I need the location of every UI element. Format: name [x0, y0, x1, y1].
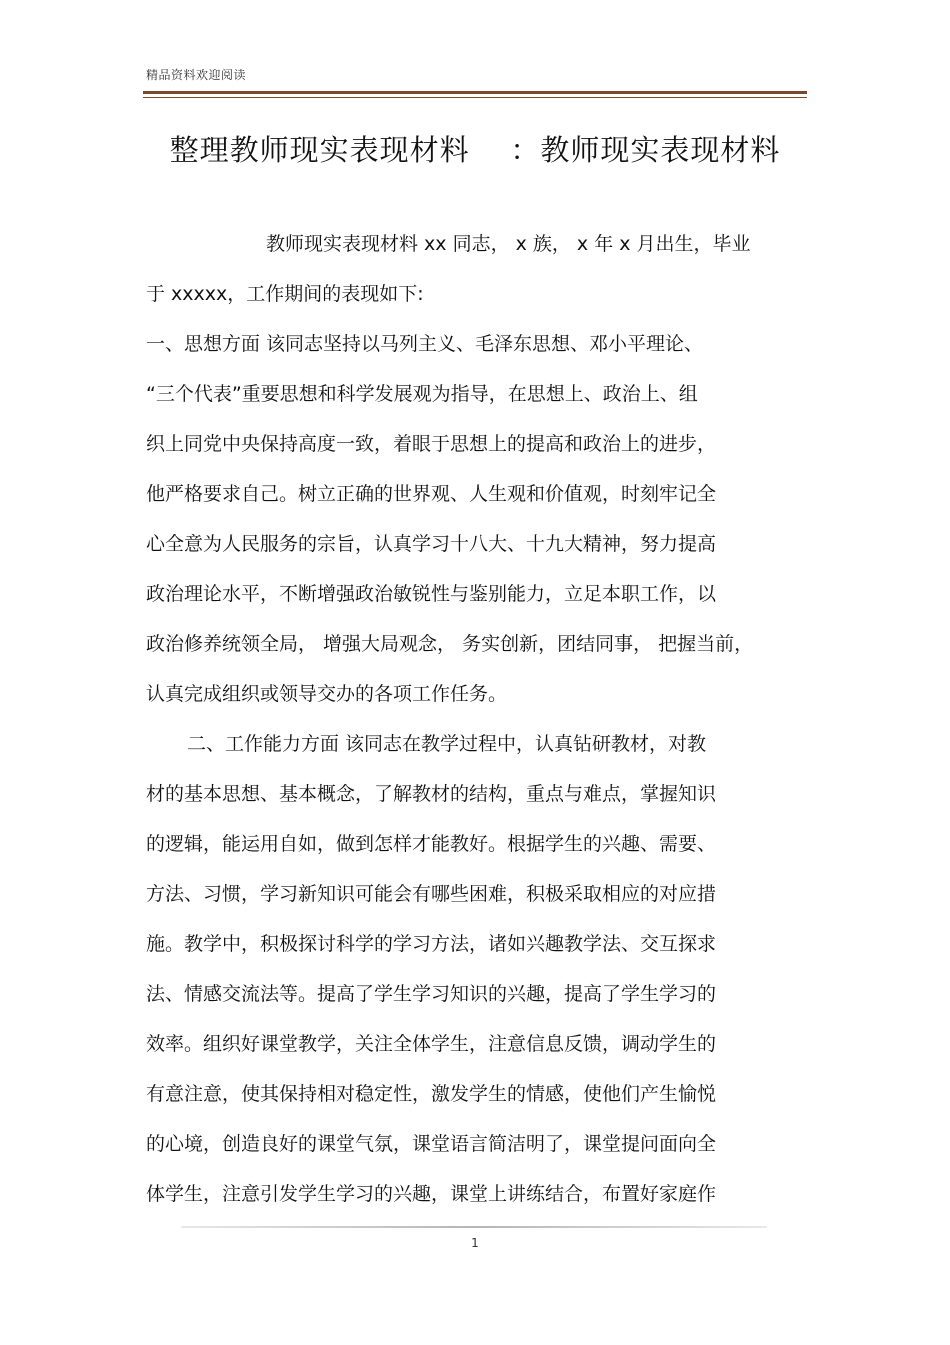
body-line-15: 施。教学中，积极探讨科学的学习方法，诸如兴趣教学法、交互探求 — [146, 933, 717, 955]
footer-rule — [181, 1226, 767, 1228]
body-line-1: 教师现实表现材料 xx 同志， x 族， x 年 x 月出生，毕业 — [266, 233, 751, 255]
body-line-19: 的心境，创造良好的课堂气氛，课堂语言简洁明了，课堂提问面向全 — [146, 1133, 717, 1155]
body-line-6: 他严格要求自己。树立正确的世界观、人生观和价值观，时刻牢记全 — [146, 483, 717, 505]
body-line-11: 二、工作能力方面 该同志在教学过程中，认真钻研教材，对教 — [187, 733, 707, 755]
header-rule-thin — [143, 97, 807, 98]
body-line-12: 材的基本思想、基本概念，了解教材的结构，重点与难点，掌握知识 — [146, 783, 717, 805]
body-line-5: 织上同党中央保持高度一致，着眼于思想上的提高和政治上的进步， — [146, 433, 717, 455]
body-line-17: 效率。组织好课堂教学，关注全体学生，注意信息反馈，调动学生的 — [146, 1033, 717, 1055]
body-line-9: 政治修养统领全局， 增强大局观念， 务实创新，团结同事， 把握当前， — [146, 633, 754, 655]
body-line-20: 体学生，注意引发学生学习的兴趣，课堂上讲练结合，布置好家庭作 — [146, 1183, 717, 1205]
body-line-14: 方法、习惯，学习新知识可能会有哪些困难，积极采取相应的对应措 — [146, 883, 717, 905]
page-number: 1 — [471, 1236, 479, 1250]
body-line-3: 一、思想方面 该同志坚持以马列主义、毛泽东思想、邓小平理论、 — [146, 333, 704, 355]
body-line-8: 政治理论水平，不断增强政治敏锐性与鉴别能力，立足本职工作，以 — [146, 583, 717, 605]
header-rule-thick — [143, 91, 807, 94]
body-line-13: 的逻辑，能运用自如，做到怎样才能教好。根据学生的兴趣、需要、 — [146, 833, 717, 855]
body-line-16: 法、情感交流法等。提高了学生学习知识的兴趣，提高了学生学习的 — [146, 983, 717, 1005]
body-line-18: 有意注意，使其保持相对稳定性，激发学生的情感，使他们产生愉悦 — [146, 1083, 717, 1105]
body-line-4: “三个代表”重要思想和科学发展观为指导，在思想上、政治上、组 — [146, 383, 698, 405]
header-text: 精品资料欢迎阅读 — [146, 68, 247, 82]
body-line-10: 认真完成组织或领导交办的各项工作任务。 — [146, 683, 508, 705]
body-line-2: 于 xxxxx，工作期间的表现如下: — [146, 283, 424, 305]
body-line-7: 心全意为人民服务的宗旨，认真学习十八大、十九大精神，努力提高 — [146, 533, 717, 555]
document-title: 整理教师现实表现材料 ：教师现实表现材料 — [169, 133, 781, 167]
